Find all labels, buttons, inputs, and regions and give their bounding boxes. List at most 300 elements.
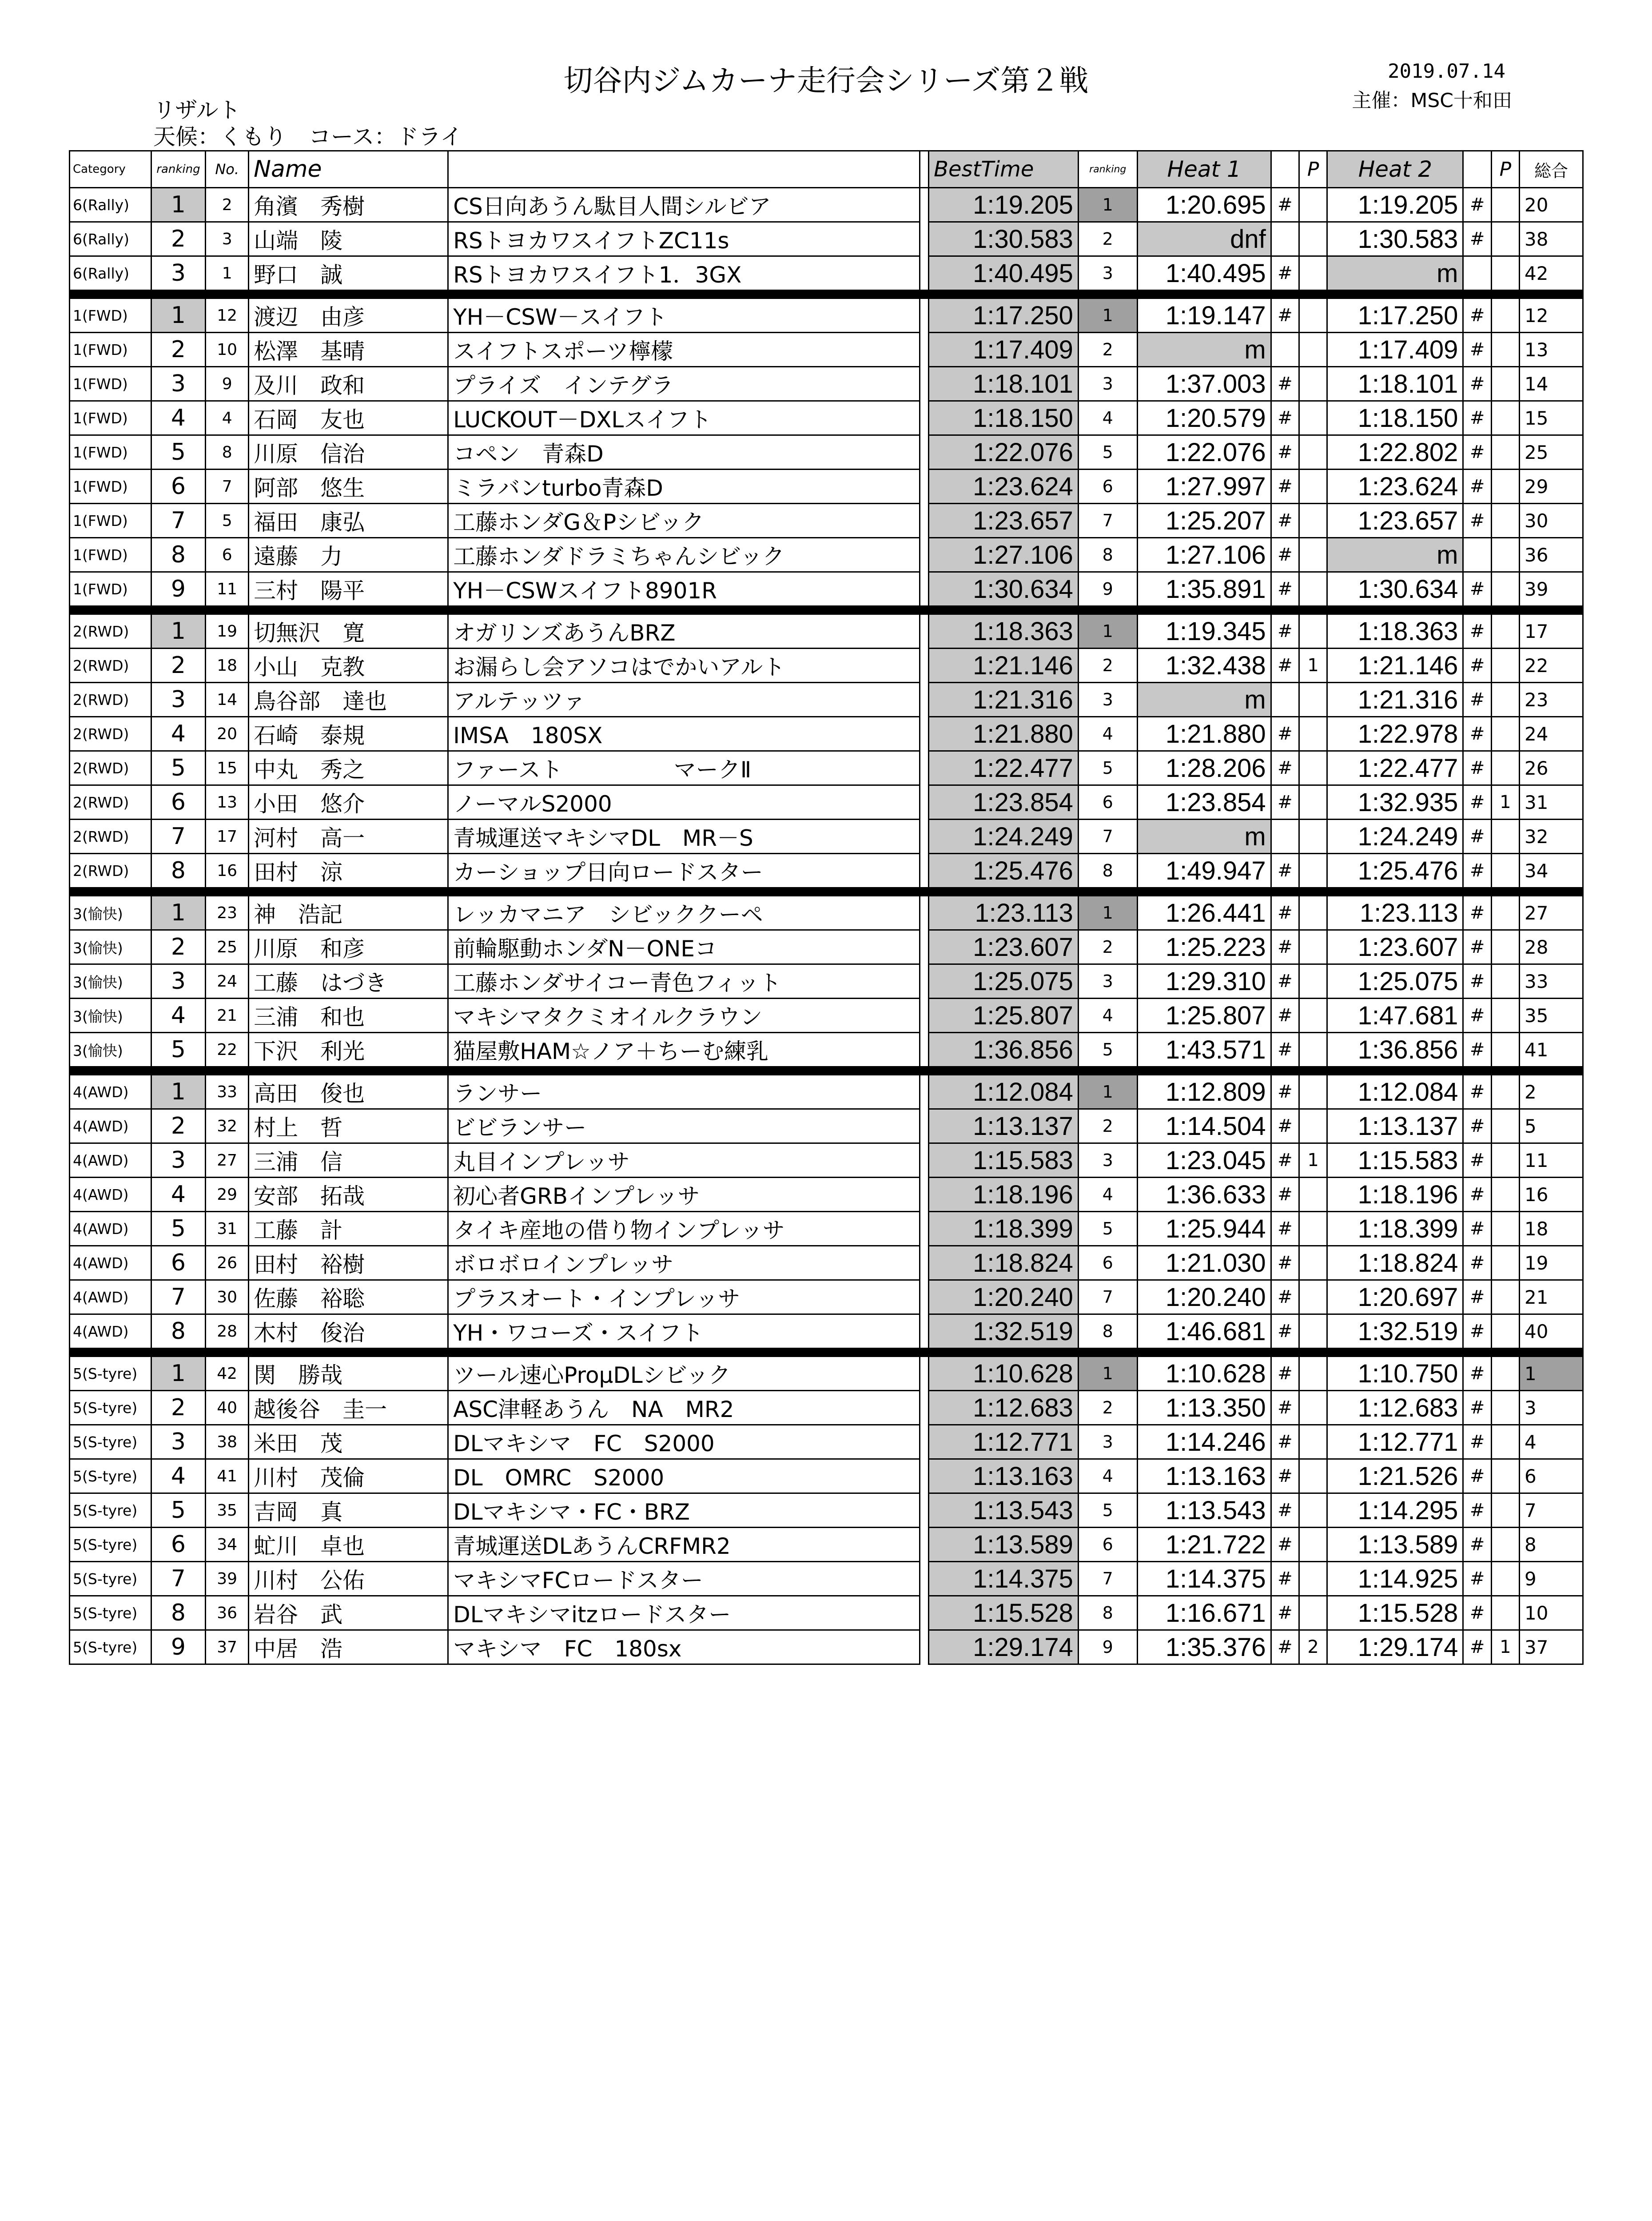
rank-cell: 1 <box>151 1075 205 1109</box>
gap-cell <box>920 1391 928 1425</box>
heat1-penalty-cell <box>1299 1459 1327 1493</box>
heat-rank-cell: 7 <box>1078 1562 1137 1596</box>
rank-cell: 8 <box>151 1596 205 1630</box>
gap-cell <box>920 572 928 606</box>
table-row <box>70 1314 1583 1349</box>
weather-course-label: 天候：くもり コース：ドライ <box>153 124 462 150</box>
category-cell: 1(FWD) <box>70 504 151 538</box>
col-heat1-sign <box>1271 151 1299 188</box>
driver-cell: 田村 裕樹 <box>249 1246 448 1280</box>
table-row <box>70 1528 1583 1562</box>
table-row <box>70 1459 1583 1493</box>
heat2-time-cell: 1:18.150 <box>1327 401 1463 435</box>
heat2-penalty-cell: 1 <box>1491 1630 1519 1664</box>
table-row <box>70 649 1583 683</box>
driver-cell: 阿部 悠生 <box>249 470 448 504</box>
category-cell: 6(Rally) <box>70 222 151 256</box>
driver-cell: 中居 浩 <box>249 1630 448 1664</box>
heat2-sign-cell: # <box>1463 717 1491 751</box>
heat1-sign-cell <box>1271 333 1299 367</box>
rank-cell: 9 <box>151 1630 205 1664</box>
heat2-penalty-cell <box>1491 504 1519 538</box>
heat1-penalty-cell <box>1299 1178 1327 1212</box>
heat-rank-cell: 4 <box>1078 401 1137 435</box>
rank-cell: 3 <box>151 1425 205 1459</box>
car-number-cell: 37 <box>206 1630 249 1664</box>
total-rank-cell: 7 <box>1520 1493 1583 1528</box>
car-number-cell: 13 <box>206 785 249 820</box>
results-body <box>70 188 1583 1664</box>
heat1-penalty-cell <box>1299 1033 1327 1067</box>
heat2-penalty-cell <box>1491 188 1519 222</box>
category-cell: 1(FWD) <box>70 333 151 367</box>
driver-cell: 川村 公佑 <box>249 1562 448 1596</box>
heat1-penalty-cell <box>1299 367 1327 401</box>
heat1-time-cell: 1:25.223 <box>1137 930 1271 964</box>
heat2-penalty-cell <box>1491 1493 1519 1528</box>
heat2-penalty-cell <box>1491 256 1519 291</box>
table-row <box>70 930 1583 964</box>
heat2-penalty-cell <box>1491 401 1519 435</box>
total-rank-cell: 31 <box>1520 785 1583 820</box>
heat-rank-cell: 8 <box>1078 1314 1137 1349</box>
heat1-sign-cell: # <box>1271 367 1299 401</box>
heat2-sign-cell: # <box>1463 964 1491 999</box>
heat1-time-cell: 1:35.891 <box>1137 572 1271 606</box>
car-number-cell: 36 <box>206 1596 249 1630</box>
heat2-sign-cell: # <box>1463 854 1491 888</box>
heat2-sign-cell: # <box>1463 1246 1491 1280</box>
heat2-penalty-cell <box>1491 649 1519 683</box>
rank-cell: 2 <box>151 930 205 964</box>
category-cell: 6(Rally) <box>70 188 151 222</box>
gap-cell <box>920 964 928 999</box>
heat1-time-cell: 1:14.375 <box>1137 1562 1271 1596</box>
heat1-time-cell: 1:19.147 <box>1137 299 1271 333</box>
heat-rank-cell: 2 <box>1078 649 1137 683</box>
car-number-cell: 30 <box>206 1280 249 1314</box>
car-number-cell: 11 <box>206 572 249 606</box>
heat1-penalty-cell <box>1299 999 1327 1033</box>
heat1-penalty-cell <box>1299 188 1327 222</box>
group-separator <box>70 1349 1583 1357</box>
rank-cell: 1 <box>151 188 205 222</box>
gap-cell <box>920 188 928 222</box>
heat1-time-cell: 1:13.350 <box>1137 1391 1271 1425</box>
total-rank-cell: 24 <box>1520 717 1583 751</box>
heat1-sign-cell: # <box>1271 1391 1299 1425</box>
total-rank-cell: 42 <box>1520 256 1583 291</box>
table-row <box>70 222 1583 256</box>
table-row <box>70 299 1583 333</box>
heat2-sign-cell: # <box>1463 785 1491 820</box>
heat-rank-cell: 7 <box>1078 820 1137 854</box>
rank-cell: 7 <box>151 504 205 538</box>
heat1-time-cell: 1:32.438 <box>1137 649 1271 683</box>
heat2-penalty-cell <box>1491 1075 1519 1109</box>
car-name-cell: YH－CSW－スイフト <box>448 299 920 333</box>
table-row <box>70 717 1583 751</box>
category-cell: 5(S-tyre) <box>70 1562 151 1596</box>
car-name-cell: 青城運送マキシマDL MR－S <box>448 820 920 854</box>
rank-cell: 8 <box>151 1314 205 1349</box>
heat2-time-cell: 1:13.589 <box>1327 1528 1463 1562</box>
car-name-cell: 工藤ホンダサイコー青色フィット <box>448 964 920 999</box>
category-cell: 1(FWD) <box>70 470 151 504</box>
heat2-sign-cell: # <box>1463 299 1491 333</box>
driver-cell: 石崎 泰規 <box>249 717 448 751</box>
gap-cell <box>920 504 928 538</box>
heat2-sign-cell: # <box>1463 1596 1491 1630</box>
heat2-sign-cell: # <box>1463 1033 1491 1067</box>
driver-cell: 福田 康弘 <box>249 504 448 538</box>
driver-cell: 及川 政和 <box>249 367 448 401</box>
car-number-cell: 38 <box>206 1425 249 1459</box>
heat2-penalty-cell <box>1491 1280 1519 1314</box>
gap-cell <box>920 896 928 930</box>
heat2-time-cell: 1:22.978 <box>1327 717 1463 751</box>
gap-cell <box>920 470 928 504</box>
driver-cell: 田村 涼 <box>249 854 448 888</box>
gap-cell <box>920 649 928 683</box>
best-time-cell: 1:13.589 <box>929 1528 1079 1562</box>
gap-cell <box>920 1178 928 1212</box>
car-number-cell: 20 <box>206 717 249 751</box>
heat2-penalty-cell <box>1491 538 1519 572</box>
car-name-cell: カーショップ日向ロードスター <box>448 854 920 888</box>
best-time-cell: 1:40.495 <box>929 256 1079 291</box>
table-row <box>70 504 1583 538</box>
best-time-cell: 1:20.240 <box>929 1280 1079 1314</box>
heat1-sign-cell: # <box>1271 717 1299 751</box>
heat2-penalty-cell <box>1491 572 1519 606</box>
car-number-cell: 23 <box>206 896 249 930</box>
car-number-cell: 42 <box>206 1357 249 1391</box>
heat2-sign-cell: # <box>1463 1391 1491 1425</box>
category-cell: 4(AWD) <box>70 1212 151 1246</box>
car-number-cell: 4 <box>206 401 249 435</box>
heat2-time-cell: 1:20.697 <box>1327 1280 1463 1314</box>
gap-cell <box>920 999 928 1033</box>
category-cell: 5(S-tyre) <box>70 1630 151 1664</box>
heat-rank-cell: 6 <box>1078 785 1137 820</box>
car-name-cell: ファースト マークⅡ <box>448 751 920 785</box>
col-gap <box>920 151 928 188</box>
heat1-sign-cell: # <box>1271 1314 1299 1349</box>
table-row <box>70 1596 1583 1630</box>
group-separator <box>70 1067 1583 1075</box>
best-time-cell: 1:23.657 <box>929 504 1079 538</box>
category-cell: 4(AWD) <box>70 1143 151 1178</box>
heat1-sign-cell: # <box>1271 470 1299 504</box>
driver-cell: 工藤 はづき <box>249 964 448 999</box>
rank-cell: 6 <box>151 1246 205 1280</box>
rank-cell: 5 <box>151 1033 205 1067</box>
table-row <box>70 964 1583 999</box>
car-number-cell: 9 <box>206 367 249 401</box>
best-time-cell: 1:21.146 <box>929 649 1079 683</box>
best-time-cell: 1:21.316 <box>929 683 1079 717</box>
total-rank-cell: 16 <box>1520 1178 1583 1212</box>
car-name-cell: マキシマFCロードスター <box>448 1562 920 1596</box>
heat-rank-cell: 5 <box>1078 1212 1137 1246</box>
col-name: Name <box>249 151 448 188</box>
car-name-cell: LUCKOUT－DXLスイフト <box>448 401 920 435</box>
heat1-sign-cell: # <box>1271 435 1299 470</box>
heat2-penalty-cell <box>1491 222 1519 256</box>
gap-cell <box>920 1357 928 1391</box>
driver-cell: 三村 陽平 <box>249 572 448 606</box>
heat1-time-cell: 1:21.880 <box>1137 717 1271 751</box>
table-row <box>70 401 1583 435</box>
rank-cell: 1 <box>151 1357 205 1391</box>
driver-cell: 遠藤 力 <box>249 538 448 572</box>
heat2-sign-cell: # <box>1463 572 1491 606</box>
gap-cell <box>920 930 928 964</box>
heat1-penalty-cell: 2 <box>1299 1630 1327 1664</box>
heat2-penalty-cell <box>1491 964 1519 999</box>
car-number-cell: 33 <box>206 1075 249 1109</box>
heat1-sign-cell: # <box>1271 1357 1299 1391</box>
results-label: リザルト <box>153 97 241 123</box>
table-row <box>70 1033 1583 1067</box>
table-row <box>70 751 1583 785</box>
heat1-penalty-cell <box>1299 1391 1327 1425</box>
driver-cell: 山端 陵 <box>249 222 448 256</box>
car-number-cell: 24 <box>206 964 249 999</box>
car-name-cell: IMSA 180SX <box>448 717 920 751</box>
car-number-cell: 18 <box>206 649 249 683</box>
gap-cell <box>920 717 928 751</box>
heat2-time-cell: 1:23.113 <box>1327 896 1463 930</box>
category-cell: 2(RWD) <box>70 649 151 683</box>
rank-cell: 9 <box>151 572 205 606</box>
heat2-sign-cell: # <box>1463 1212 1491 1246</box>
heat2-penalty-cell <box>1491 1562 1519 1596</box>
driver-cell: 小山 克教 <box>249 649 448 683</box>
gap-cell <box>920 820 928 854</box>
heat2-time-cell: 1:17.250 <box>1327 299 1463 333</box>
heat1-time-cell: 1:29.310 <box>1137 964 1271 999</box>
category-cell: 3(愉快) <box>70 896 151 930</box>
rank-cell: 5 <box>151 435 205 470</box>
driver-cell: 下沢 利光 <box>249 1033 448 1067</box>
heat1-time-cell: 1:25.207 <box>1137 504 1271 538</box>
rank-cell: 8 <box>151 854 205 888</box>
car-name-cell: プラスオート・インプレッサ <box>448 1280 920 1314</box>
gap-cell <box>920 1280 928 1314</box>
heat-rank-cell: 4 <box>1078 1459 1137 1493</box>
car-name-cell: ツール速心ProμDLシビック <box>448 1357 920 1391</box>
total-rank-cell: 1 <box>1520 1357 1583 1391</box>
col-category: Category <box>70 151 151 188</box>
car-name-cell: お漏らし会アソコはでかいアルト <box>448 649 920 683</box>
car-name-cell: オガリンズあうんBRZ <box>448 614 920 649</box>
total-rank-cell: 40 <box>1520 1314 1583 1349</box>
heat1-penalty-cell <box>1299 683 1327 717</box>
heat1-penalty-cell <box>1299 1280 1327 1314</box>
car-name-cell: ビビランサー <box>448 1109 920 1143</box>
heat-rank-cell: 4 <box>1078 1178 1137 1212</box>
heat1-sign-cell <box>1271 683 1299 717</box>
total-rank-cell: 20 <box>1520 188 1583 222</box>
driver-cell: 虻川 卓也 <box>249 1528 448 1562</box>
heat1-sign-cell: # <box>1271 999 1299 1033</box>
driver-cell: 越後谷 圭一 <box>249 1391 448 1425</box>
heat2-penalty-cell <box>1491 1109 1519 1143</box>
table-row <box>70 1391 1583 1425</box>
table-row <box>70 333 1583 367</box>
col-ranking: ranking <box>151 151 205 188</box>
heat1-sign-cell: # <box>1271 896 1299 930</box>
category-cell: 3(愉快) <box>70 930 151 964</box>
heat1-sign-cell: # <box>1271 964 1299 999</box>
rank-cell: 6 <box>151 785 205 820</box>
table-row <box>70 999 1583 1033</box>
driver-cell: 三浦 和也 <box>249 999 448 1033</box>
car-number-cell: 41 <box>206 1459 249 1493</box>
heat1-time-cell: 1:43.571 <box>1137 1033 1271 1067</box>
gap-cell <box>920 1630 928 1664</box>
table-row <box>70 896 1583 930</box>
total-rank-cell: 32 <box>1520 820 1583 854</box>
rank-cell: 1 <box>151 299 205 333</box>
car-name-cell: 猫屋敷HAM☆ノア＋ちーむ練乳 <box>448 1033 920 1067</box>
driver-cell: 岩谷 武 <box>249 1596 448 1630</box>
heat1-time-cell: 1:16.671 <box>1137 1596 1271 1630</box>
car-name-cell: アルテッツァ <box>448 683 920 717</box>
heat2-sign-cell: # <box>1463 333 1491 367</box>
rank-cell: 7 <box>151 820 205 854</box>
total-rank-cell: 25 <box>1520 435 1583 470</box>
car-name-cell: マキシマタクミオイルクラウン <box>448 999 920 1033</box>
total-rank-cell: 41 <box>1520 1033 1583 1067</box>
total-rank-cell: 15 <box>1520 401 1583 435</box>
car-name-cell: ノーマルS2000 <box>448 785 920 820</box>
driver-cell: 鳥谷部 達也 <box>249 683 448 717</box>
category-cell: 2(RWD) <box>70 614 151 649</box>
col-total: 総合 <box>1520 151 1583 188</box>
best-time-cell: 1:27.106 <box>929 538 1079 572</box>
best-time-cell: 1:23.113 <box>929 896 1079 930</box>
heat1-sign-cell: # <box>1271 1630 1299 1664</box>
heat2-sign-cell: # <box>1463 1109 1491 1143</box>
driver-cell: 川原 信治 <box>249 435 448 470</box>
heat-rank-cell: 7 <box>1078 1280 1137 1314</box>
table-row <box>70 1357 1583 1391</box>
car-name-cell: 前輪駆動ホンダN－ONEコ <box>448 930 920 964</box>
heat1-sign-cell: # <box>1271 188 1299 222</box>
heat1-penalty-cell: 1 <box>1299 1143 1327 1178</box>
table-row <box>70 1630 1583 1664</box>
gap-cell <box>920 854 928 888</box>
category-cell: 1(FWD) <box>70 401 151 435</box>
car-number-cell: 32 <box>206 1109 249 1143</box>
driver-cell: 佐藤 裕聡 <box>249 1280 448 1314</box>
heat1-penalty-cell <box>1299 1562 1327 1596</box>
heat2-sign-cell: # <box>1463 614 1491 649</box>
rank-cell: 6 <box>151 1528 205 1562</box>
heat1-penalty-cell <box>1299 785 1327 820</box>
category-cell: 5(S-tyre) <box>70 1425 151 1459</box>
heat-rank-cell: 3 <box>1078 964 1137 999</box>
gap-cell <box>920 367 928 401</box>
category-cell: 4(AWD) <box>70 1246 151 1280</box>
event-date: 2019.07.14 <box>1388 60 1505 83</box>
heat2-sign-cell: # <box>1463 751 1491 785</box>
total-rank-cell: 12 <box>1520 299 1583 333</box>
heat2-sign-cell: # <box>1463 1562 1491 1596</box>
heat2-sign-cell: # <box>1463 649 1491 683</box>
heat2-penalty-cell <box>1491 999 1519 1033</box>
total-rank-cell: 27 <box>1520 896 1583 930</box>
col-car <box>448 151 920 188</box>
total-rank-cell: 37 <box>1520 1630 1583 1664</box>
heat2-penalty-cell: 1 <box>1491 785 1519 820</box>
best-time-cell: 1:25.476 <box>929 854 1079 888</box>
heat2-sign-cell: # <box>1463 222 1491 256</box>
heat2-penalty-cell <box>1491 470 1519 504</box>
heat-rank-cell: 4 <box>1078 999 1137 1033</box>
col-heat1: Heat 1 <box>1137 151 1271 188</box>
car-name-cell: ランサー <box>448 1075 920 1109</box>
heat1-sign-cell: # <box>1271 614 1299 649</box>
best-time-cell: 1:14.375 <box>929 1562 1079 1596</box>
heat2-time-cell: 1:13.137 <box>1327 1109 1463 1143</box>
heat1-penalty-cell <box>1299 1493 1327 1528</box>
driver-cell: 河村 高一 <box>249 820 448 854</box>
heat-rank-cell: 1 <box>1078 896 1137 930</box>
total-rank-cell: 21 <box>1520 1280 1583 1314</box>
heat1-penalty-cell <box>1299 504 1327 538</box>
car-name-cell: DLマキシマitzロードスター <box>448 1596 920 1630</box>
gap-cell <box>920 1528 928 1562</box>
heat1-sign-cell: # <box>1271 1596 1299 1630</box>
heat1-sign-cell <box>1271 222 1299 256</box>
total-rank-cell: 39 <box>1520 572 1583 606</box>
rank-cell: 3 <box>151 256 205 291</box>
best-time-cell: 1:32.519 <box>929 1314 1079 1349</box>
col-best: BestTime <box>929 151 1079 188</box>
col-ranking2: ranking <box>1078 151 1137 188</box>
heat1-penalty-cell <box>1299 896 1327 930</box>
best-time-cell: 1:12.771 <box>929 1425 1079 1459</box>
heat2-sign-cell: # <box>1463 1075 1491 1109</box>
heat1-sign-cell: # <box>1271 1075 1299 1109</box>
table-row <box>70 1493 1583 1528</box>
car-name-cell: CS日向あうん駄目人間シルビア <box>448 188 920 222</box>
gap-cell <box>920 683 928 717</box>
heat1-sign-cell: # <box>1271 1109 1299 1143</box>
car-name-cell: DL OMRC S2000 <box>448 1459 920 1493</box>
heat-rank-cell: 5 <box>1078 1033 1137 1067</box>
heat2-sign-cell: # <box>1463 504 1491 538</box>
car-name-cell: スイフトスポーツ檸檬 <box>448 333 920 367</box>
best-time-cell: 1:29.174 <box>929 1630 1079 1664</box>
heat2-penalty-cell <box>1491 367 1519 401</box>
car-name-cell: 初心者GRBインプレッサ <box>448 1178 920 1212</box>
heat1-sign-cell <box>1271 820 1299 854</box>
heat1-penalty-cell <box>1299 964 1327 999</box>
heat2-sign-cell <box>1463 538 1491 572</box>
heat1-time-cell: 1:13.163 <box>1137 1459 1271 1493</box>
car-number-cell: 34 <box>206 1528 249 1562</box>
best-time-cell: 1:30.583 <box>929 222 1079 256</box>
heat1-sign-cell: # <box>1271 504 1299 538</box>
heat1-time-cell: 1:10.628 <box>1137 1357 1271 1391</box>
best-time-cell: 1:21.880 <box>929 717 1079 751</box>
rank-cell: 7 <box>151 1562 205 1596</box>
